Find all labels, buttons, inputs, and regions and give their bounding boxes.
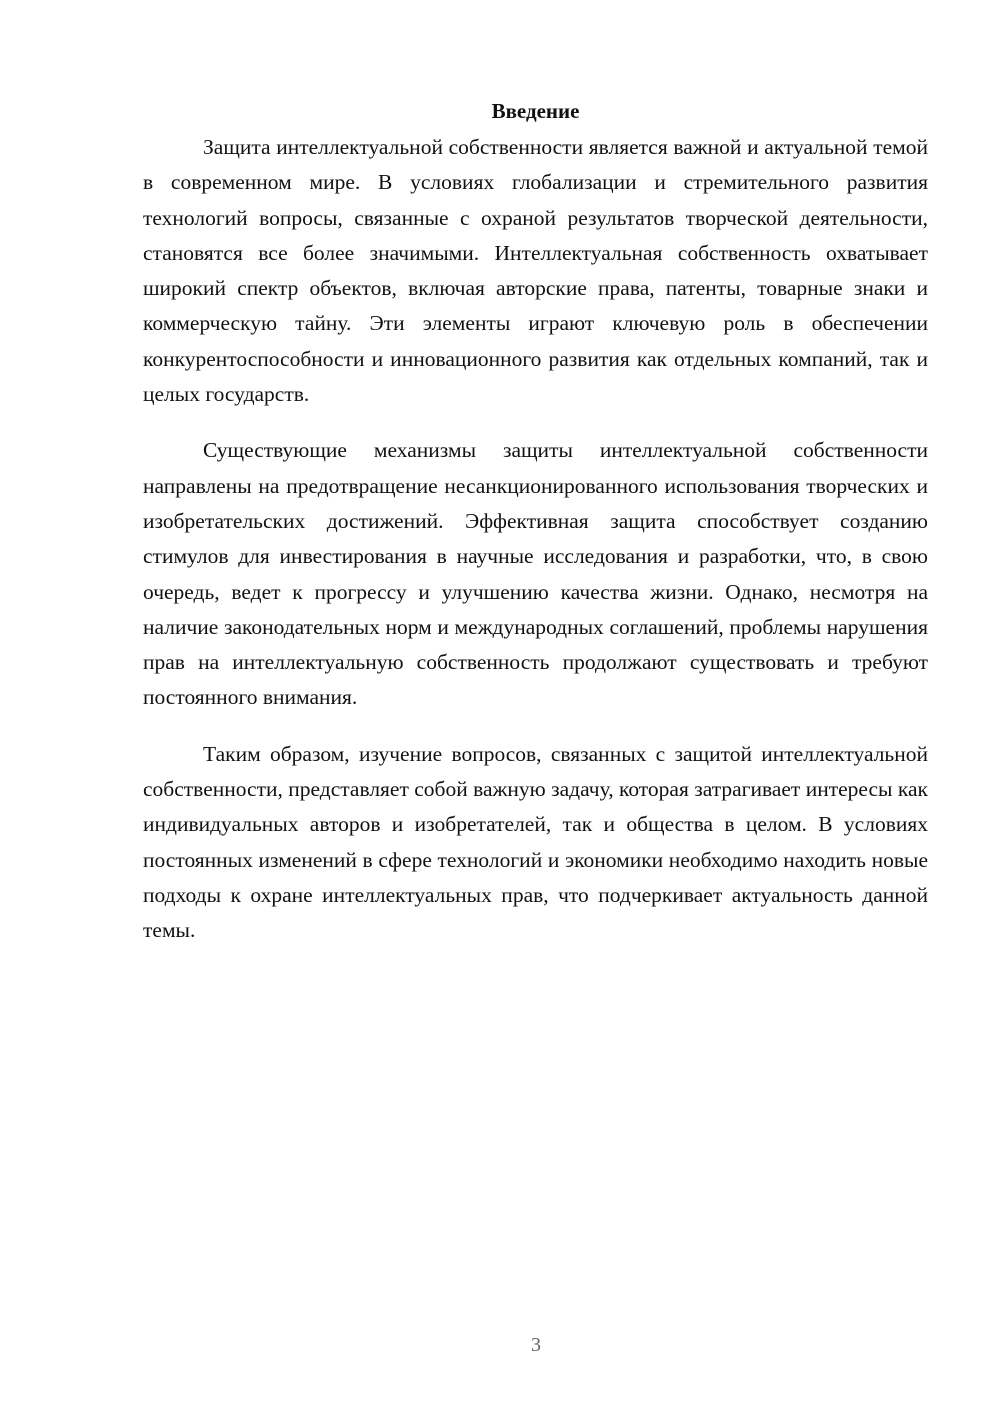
paragraph-1: Защита интеллектуальной собственности является важной и актуальной темой в современном мире. В условиях глобализации и стремительного развития технологий вопросы, связанные с охраной результатов творческой деятельности, становятся все более значимыми. Интеллектуальная собственность охватывает широкий спектр объектов, включая авторские права, патенты, товарные знаки и коммерческую тайну. Эти элементы играют ключевую роль в обеспечении конкурентоспособности и инновационного развития как отдельных компаний, так и целых государств.	[143, 135, 928, 407]
paragraph-2: Существующие механизмы защиты интеллектуальной собственности направлены на предотвращение несанкционированного использования творческих и изобретательских достижений. Эффективная защита способствует созданию стимулов для инвестирования в научные исследования и разработки, что, в свою очередь, ведет к прогрессу и улучшению качества жизни. Однако, несмотря на наличие законодательных норм и международных соглашений, проблемы нарушения прав на интеллектуальную собственность продолжают существовать и требуют постоянного внимания.	[143, 438, 928, 710]
page-number: 3	[531, 1334, 541, 1356]
paragraph-3: Таким образом, изучение вопросов, связанных с защитой интеллектуальной собственности, представляет собой важную задачу, которая затрагивает интересы как индивидуальных авторов и изобретателей, так и общества в целом. В условиях постоянных изменений в сфере технологий и экономики необходимо находить новые подходы к охране интеллектуальных прав, что подчеркивает актуальность данной темы.	[143, 741, 928, 943]
page-content	[143, 96, 928, 949]
section-heading: Введение	[491, 99, 580, 123]
